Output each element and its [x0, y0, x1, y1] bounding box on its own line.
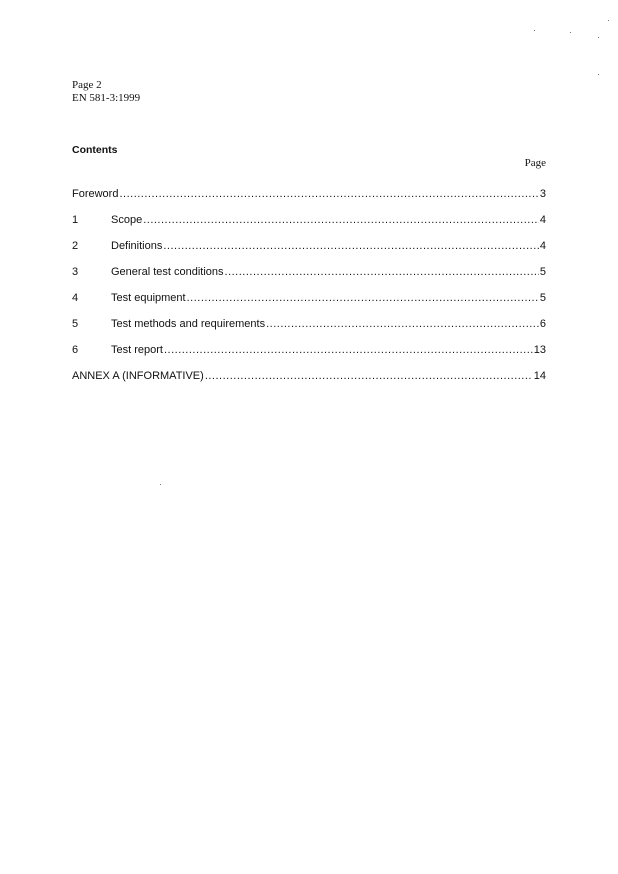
- toc-entry-test-methods[interactable]: [72, 317, 546, 343]
- toc-entry-number: 5: [72, 318, 79, 330]
- toc-leader-dots: [164, 343, 533, 357]
- toc-leader-dots: [225, 265, 539, 279]
- contents-heading: Contents: [72, 144, 118, 156]
- toc-entry-number: 3: [72, 266, 79, 278]
- toc-entry-test-report[interactable]: [72, 343, 546, 369]
- toc-entry-page: 4: [539, 240, 546, 252]
- scan-speck: [160, 484, 161, 485]
- table-of-contents: [72, 187, 546, 395]
- toc-leader-dots: [205, 369, 533, 383]
- toc-entry-page: 14: [533, 370, 546, 382]
- page-column-label: Page: [524, 157, 546, 169]
- toc-entry-title: Definitions: [111, 240, 163, 252]
- standard-id: EN 581-3:1999: [72, 92, 141, 104]
- toc-leader-dots: [266, 317, 539, 331]
- toc-entry-title: Foreword: [72, 188, 119, 200]
- toc-leader-dots: [119, 187, 538, 201]
- page-header: [72, 79, 140, 105]
- toc-entry-page: 5: [539, 266, 546, 278]
- toc-entry-number: 6: [72, 344, 79, 356]
- toc-entry-title: Test report: [111, 344, 163, 356]
- toc-entry-number: 1: [72, 214, 79, 226]
- toc-entry-annex-a[interactable]: [72, 369, 546, 395]
- toc-entry-page: 13: [533, 344, 546, 356]
- toc-entry-definitions[interactable]: [72, 239, 546, 265]
- toc-entry-title: Test methods and requirements: [111, 318, 266, 330]
- toc-entry-page: 3: [539, 188, 546, 200]
- toc-entry-page: 4: [539, 214, 546, 226]
- toc-entry-title: Scope: [111, 214, 143, 226]
- toc-entry-title: Test equipment: [111, 292, 186, 304]
- toc-entry-scope[interactable]: [72, 213, 546, 239]
- toc-leader-dots: [163, 239, 539, 253]
- toc-entry-number: 2: [72, 240, 79, 252]
- toc-entry-page: 6: [539, 318, 546, 330]
- scan-speck: [608, 20, 609, 21]
- page-number: Page 2: [72, 79, 102, 91]
- scan-speck: [598, 37, 599, 38]
- toc-entry-title: ANNEX A (INFORMATIVE): [72, 370, 204, 382]
- scan-speck: [598, 74, 599, 75]
- toc-entry-test-equipment[interactable]: [72, 291, 546, 317]
- toc-entry-foreword[interactable]: [72, 187, 546, 213]
- scan-speck: [534, 30, 535, 31]
- scan-speck: [570, 32, 571, 33]
- toc-entry-number: 4: [72, 292, 79, 304]
- toc-entry-page: 5: [539, 292, 546, 304]
- toc-entry-title: General test conditions: [111, 266, 224, 278]
- toc-leader-dots: [143, 213, 539, 227]
- toc-entry-general-test-conditions[interactable]: [72, 265, 546, 291]
- toc-leader-dots: [187, 291, 539, 305]
